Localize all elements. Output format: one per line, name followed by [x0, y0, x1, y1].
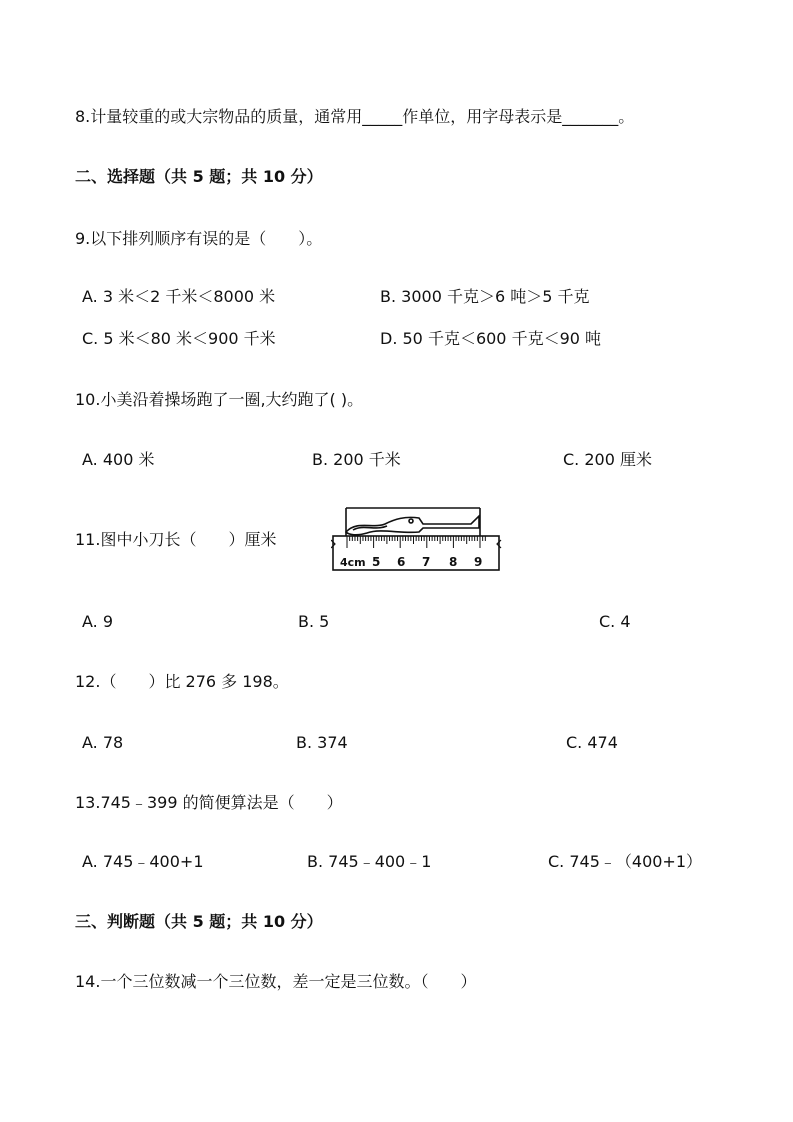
q13-option-c: C. 745﹣（400+1）	[548, 852, 703, 871]
section-heading-choice: 二、选择题（共 5 题；共 10 分）	[75, 167, 323, 186]
q10-option-a: A. 400 米	[82, 450, 155, 469]
q9-option-d: D. 50 千克＜600 千克＜90 吨	[380, 329, 602, 348]
q11-option-a: A. 9	[82, 612, 114, 631]
q12-option-a: A. 78	[82, 733, 124, 752]
knife-icon	[346, 508, 480, 536]
q9-option-a: A. 3 米＜2 千米＜8000 米	[82, 287, 276, 306]
ruler-label-7: 7	[422, 555, 431, 569]
knife-ruler-figure	[331, 502, 503, 574]
q12-option-c: C. 474	[566, 733, 618, 752]
question-14-stem: 14.一个三位数减一个三位数，差一定是三位数。（ ）	[75, 972, 477, 991]
question-9-stem: 9.以下排列顺序有误的是（ ）。	[75, 229, 323, 248]
ruler-label-4cm: 4cm	[340, 556, 366, 569]
question-12-stem: 12.（ ）比 276 多 198。	[75, 672, 289, 691]
question-8: 8.计量较重的或大宗物品的质量，通常用_____作单位，用字母表示是_______。	[75, 107, 635, 126]
q13-option-a: A. 745﹣400+1	[82, 852, 204, 871]
q11-option-b: B. 5	[298, 612, 330, 631]
section-heading-judge: 三、判断题（共 5 题；共 10 分）	[75, 912, 323, 931]
ruler	[331, 536, 501, 570]
q13-option-b: B. 745﹣400﹣1	[307, 852, 432, 871]
ruler-label-8: 8	[449, 555, 458, 569]
question-11-stem: 11.图中小刀长（ ）厘米	[75, 530, 277, 549]
q9-option-b: B. 3000 千克＞6 吨＞5 千克	[380, 287, 590, 306]
q12-option-b: B. 374	[296, 733, 348, 752]
q9-option-c: C. 5 米＜80 米＜900 千米	[82, 329, 276, 348]
ruler-label-5: 5	[372, 555, 381, 569]
question-13-stem: 13.745﹣399 的简便算法是（ ）	[75, 793, 343, 812]
ruler-label-9: 9	[474, 555, 483, 569]
ruler-label-6: 6	[397, 555, 406, 569]
question-10-stem: 10.小美沿着操场跑了一圈,大约跑了( )。	[75, 390, 364, 409]
q10-option-c: C. 200 厘米	[563, 450, 652, 469]
q11-option-c: C. 4	[599, 612, 631, 631]
q10-option-b: B. 200 千米	[312, 450, 401, 469]
